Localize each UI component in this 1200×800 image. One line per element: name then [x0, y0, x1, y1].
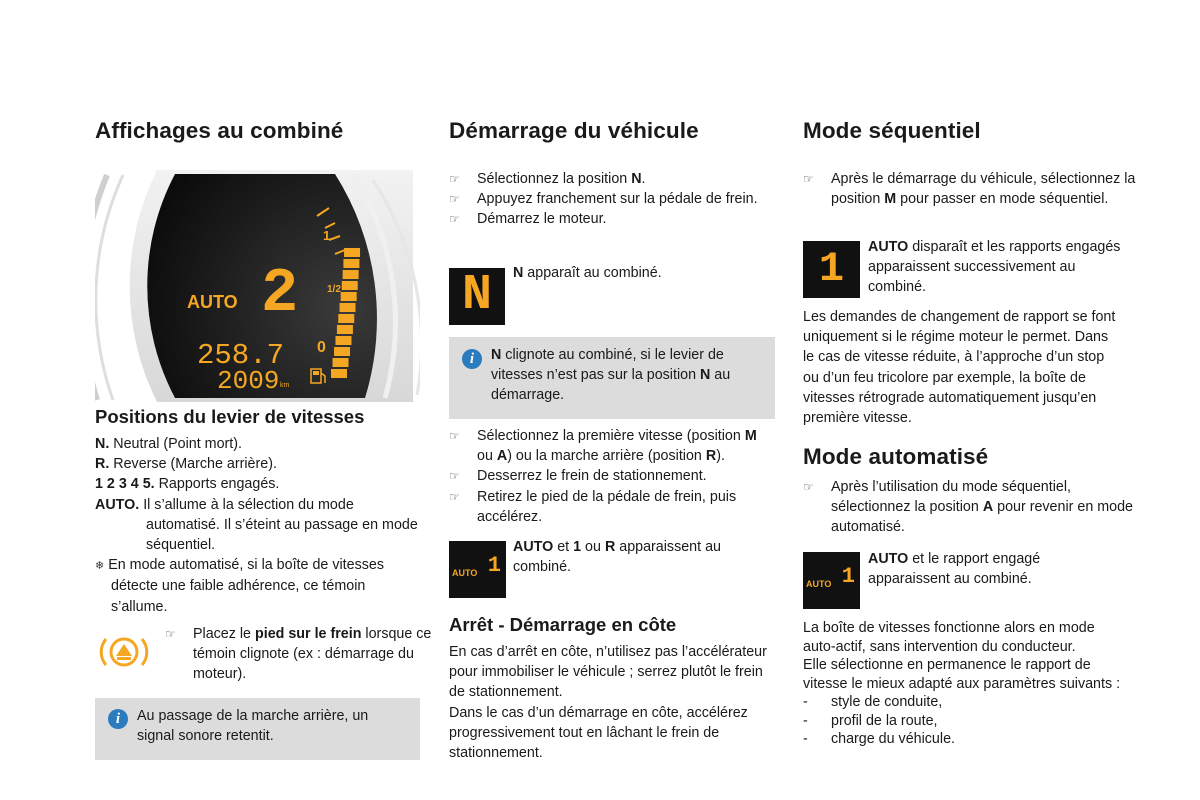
gear-item-r: R. Reverse (Marche arrière). [95, 456, 277, 473]
automatic-step: ☞ Après l’utilisation du mode séquentiel, sélectionnez la position A pour revenir en mode automatisé. [803, 479, 1134, 536]
automatic-display-caption: AUTO et le rapport engagé apparaissent au combiné. [868, 551, 1041, 588]
n-display-lcd [449, 268, 505, 325]
info-box-reverse [95, 698, 420, 760]
start-steps-list [449, 169, 775, 230]
snow-mode-note: ❄ En mode automatisé, si la boîte de vitesses détecte une faible adhérence, ce témoin s’allume. [95, 557, 384, 615]
drive-step-1: ☞ Sélectionnez la première vitesse (position M ou A) ou la marche arrière (position R). [449, 428, 757, 465]
pointing-hand-icon: ☞ [449, 469, 460, 484]
fuel-scale-1: 1 [323, 228, 331, 243]
pointing-hand-icon: ☞ [803, 480, 814, 494]
drive-step-2: ☞ Desserrez le frein de stationnement. [449, 466, 775, 486]
info-icon: i [462, 349, 482, 369]
subtitle-gear-positions: Positions du levier de vitesses [95, 406, 365, 427]
gear-item-auto: AUTO. Il s’allume à la sélection du mode automatisé. Il s’éteint au passage en mode séquentiel. [95, 496, 418, 554]
info-n-blink-text: N clignote au combiné, si le levier de vitesses n’est pas sur la position N au démarrage. [491, 347, 731, 404]
column-cluster-display [95, 118, 432, 745]
hill-start-para-1: En cas d’arrêt en côte, n’utilisez pas l’accélérateur pour immobiliser le véhicule ; serrez plutôt le frein de stationnement. [449, 644, 767, 701]
pointing-hand-icon: ☞ [449, 192, 460, 207]
cluster-odometer: 2009 [217, 366, 280, 396]
gear-positions-list [95, 434, 420, 617]
auto-display-caption: AUTO et 1 ou R apparaissent au combiné. [513, 539, 721, 576]
parameter-item: - charge du véhicule. [803, 731, 955, 747]
column-gear-modes [803, 118, 1136, 747]
cluster-gear-digit: 2 [261, 258, 299, 329]
drive-step-3: ☞ Retirez le pied de la pédale de frein, puis accélérez. [449, 488, 737, 525]
column-vehicle-start [449, 118, 775, 762]
start-step-1: ☞ Sélectionnez la position N. [449, 169, 775, 189]
section-title-automatic: Mode automatisé [803, 444, 989, 469]
fuel-bar-segment [343, 270, 359, 279]
section-title-cluster: Affichages au combiné [95, 118, 344, 143]
pointing-hand-icon: ☞ [449, 429, 460, 443]
fuel-bar-segment [342, 281, 358, 290]
fuel-scale-half: 1/2 [327, 284, 341, 295]
cluster-mode-text: AUTO [187, 292, 238, 312]
cluster-gauge-svg [95, 170, 420, 402]
n-display-caption: N apparaît au combiné. [513, 265, 662, 281]
automatic-display-gear: 1 [841, 564, 855, 589]
cluster-illustration [95, 170, 420, 402]
fuel-bar-segment [331, 369, 347, 378]
section-title-start: Démarrage du véhicule [449, 118, 699, 143]
fuel-bar-segment [333, 358, 349, 367]
parameter-item: - style de conduite, [803, 694, 943, 710]
fuel-scale-0: 0 [317, 339, 326, 356]
sequential-step: ☞ Après le démarrage du véhicule, sélectionnez la position M pour passer en mode séquentiel. [803, 171, 1136, 208]
subtitle-hill-start: Arrêt - Démarrage en côte [449, 614, 677, 635]
cluster-odometer-unit: km [280, 382, 290, 389]
cluster-trip: 258.7 [197, 339, 285, 372]
auto-display-mode: AUTO [452, 568, 478, 578]
start-step-3: ☞ Démarrez le moteur. [449, 209, 775, 229]
auto-active-para-2: Elle sélectionne en permanence le rapport de vitesse le mieux adapté aux paramètres suivants : [803, 657, 1121, 692]
section-title-sequential: Mode séquentiel [803, 118, 981, 143]
fuel-bar-segment [343, 259, 359, 268]
pointing-hand-icon: ☞ [165, 627, 176, 641]
fuel-bar-segment [334, 347, 350, 356]
fuel-bar-segment [336, 336, 352, 345]
fuel-bar-segment [341, 292, 357, 301]
fuel-bar-segment [337, 325, 353, 334]
info-box-n-blink [449, 337, 775, 419]
pointing-hand-icon: ☞ [449, 172, 460, 186]
parameter-item: - profil de la route, [803, 712, 938, 729]
auto-display-lcd [449, 541, 506, 598]
brake-instruction: ☞ Placez le pied sur le frein lorsque ce témoin clignote (ex : démarrage du moteur). [165, 626, 432, 683]
automatic-display-lcd [803, 552, 860, 609]
hill-start-para-2: Dans le cas d’un démarrage en côte, accélérez progressivement tout en lâchant le frein de stationnement. [449, 704, 748, 762]
fuel-bar-segment [338, 314, 354, 323]
info-icon: i [108, 709, 128, 729]
gear-item-ratios: 1 2 3 4 5. Rapports engagés. [95, 476, 280, 493]
n-display-letter: N [461, 267, 492, 324]
auto-active-text [803, 619, 1121, 749]
brake-warning-row [95, 620, 432, 690]
auto-active-para-1: La boîte de vitesses fonctionne alors en mode auto-actif, sans intervention du conducteur. [803, 620, 1095, 655]
pointing-hand-icon: ☞ [449, 489, 460, 504]
pointing-hand-icon: ☞ [449, 212, 460, 227]
fuel-bar-segment [340, 303, 356, 312]
pointing-hand-icon: ☞ [803, 172, 814, 186]
drive-steps-list [449, 426, 775, 527]
sequential-paragraph: Les demandes de changement de rapport se font uniquement si le régime moteur le permet. Dans le cas de vitesse réduite, à l’approche d’un stop ou d’un feu tricolore par exemple, la boîte de vitesses rétrograde automatiquement jusqu’en première vitesse. [803, 309, 1116, 427]
sequential-display-caption: AUTO disparaît et les rapports engagés apparaissent successivement au combiné. [868, 239, 1121, 296]
sequential-display-lcd [803, 241, 860, 298]
start-step-2: ☞ Appuyez franchement sur la pédale de frein. [449, 189, 775, 209]
sequential-display-gear: 1 [818, 245, 845, 293]
info-reverse-text: Au passage de la marche arrière, un signal sonore retentit. [137, 708, 369, 745]
fuel-bar-segment [344, 248, 360, 257]
snowflake-icon: ❄ [95, 560, 105, 573]
hill-start-text [449, 642, 775, 763]
auto-display-gear: 1 [487, 553, 501, 578]
brake-warning-icon [97, 630, 151, 674]
automatic-display-mode: AUTO [806, 579, 832, 589]
gear-item-n: N. Neutral (Point mort). [95, 436, 242, 452]
